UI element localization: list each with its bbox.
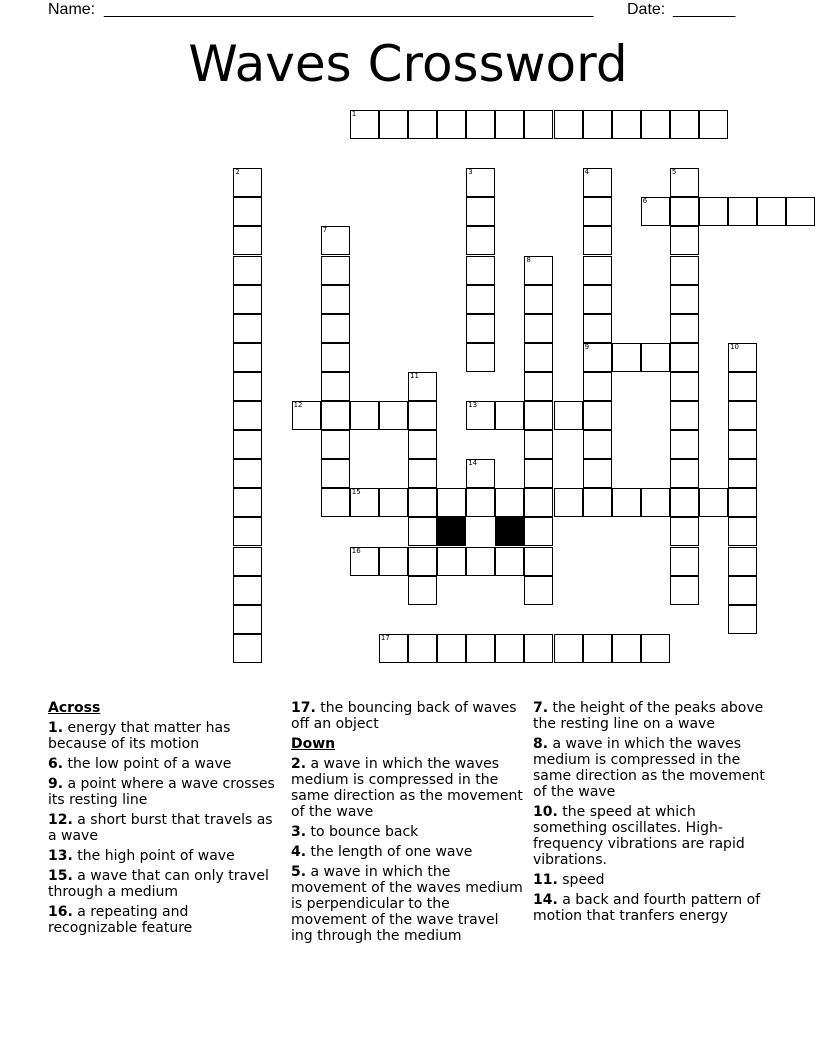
clue-number: 1 — [351, 110, 357, 118]
grid-cell[interactable] — [524, 488, 553, 517]
grid-cell[interactable] — [466, 226, 495, 255]
clue-item — [291, 844, 523, 860]
clue-number: 2 — [235, 168, 240, 177]
grid-cell[interactable] — [670, 226, 699, 255]
grid-cell[interactable] — [233, 430, 262, 459]
clue-item-text: the length of one wave — [310, 844, 473, 860]
grid-cell[interactable] — [554, 110, 583, 139]
grid-cell[interactable] — [641, 488, 670, 517]
grid-cell[interactable] — [350, 488, 379, 517]
grid-cell[interactable] — [554, 401, 583, 430]
clue-number: 8 — [526, 255, 531, 264]
grid-cell[interactable] — [495, 488, 524, 517]
clue-item-number: 17. — [291, 700, 316, 716]
clue-item-number: 3. — [291, 824, 307, 840]
grid-cell[interactable] — [670, 459, 699, 488]
grid-cell[interactable] — [233, 634, 262, 663]
section-heading: Down — [291, 736, 336, 752]
grid-cell[interactable] — [612, 110, 641, 139]
grid-cell[interactable] — [379, 634, 408, 663]
clue-item-text: a short burst that travels as a wave — [48, 812, 273, 844]
grid-cell[interactable] — [670, 285, 699, 314]
grid-cell[interactable] — [466, 110, 495, 139]
grid-cell[interactable] — [583, 226, 612, 255]
grid-cell[interactable] — [670, 488, 699, 517]
grid-cell[interactable] — [466, 547, 495, 576]
grid-cell[interactable] — [233, 226, 262, 255]
clue-item-text: a point where a wave crosses its resting line — [48, 776, 275, 808]
clue-column-2 — [291, 700, 523, 948]
grid-cell[interactable] — [670, 197, 699, 226]
grid-cell[interactable] — [321, 459, 350, 488]
grid-cell[interactable] — [466, 343, 495, 372]
grid-cell[interactable] — [670, 110, 699, 139]
clue-item — [48, 904, 276, 936]
clue-number: 9 — [584, 342, 590, 351]
clue-number: 6 — [642, 197, 648, 206]
section-heading: Across — [48, 700, 101, 716]
grid-cell[interactable] — [786, 197, 815, 226]
grid-cell[interactable] — [583, 197, 612, 226]
grid-cell[interactable] — [408, 488, 437, 517]
clue-item-text: speed — [562, 872, 605, 888]
grid-cell[interactable] — [641, 197, 670, 226]
clue-item-number: 15. — [48, 868, 73, 884]
grid-cell[interactable] — [670, 401, 699, 430]
grid-cell[interactable] — [321, 372, 350, 401]
grid-cell[interactable] — [466, 285, 495, 314]
clue-item-number: 5. — [291, 864, 307, 880]
black-cell — [437, 517, 466, 546]
clue-item-text: a wave in which the waves medium is compressed in the same direction as the movement of the wave — [291, 756, 523, 820]
clue-column-1 — [48, 700, 276, 940]
clue-number: 15 — [351, 488, 361, 497]
clue-item-number: 10. — [533, 804, 558, 820]
grid-cell[interactable] — [466, 197, 495, 226]
grid-cell[interactable] — [233, 285, 262, 314]
grid-cell[interactable] — [408, 430, 437, 459]
grid-cell[interactable] — [524, 285, 553, 314]
grid-cell[interactable] — [728, 401, 757, 430]
clue-item — [291, 824, 523, 840]
grid-cell[interactable] — [233, 343, 262, 372]
clue-item-number: 6. — [48, 756, 64, 772]
clue-item — [533, 872, 768, 888]
grid-cell[interactable] — [233, 256, 262, 285]
clue-item-text: a repeating and recognizable feature — [48, 904, 193, 936]
grid-cell[interactable] — [670, 430, 699, 459]
clue-item — [48, 720, 276, 752]
grid-cell[interactable] — [321, 256, 350, 285]
clue-item-text: a wave in which the movement of the waves medium is perpendicular to the movement of the wave travel ing through the medium — [291, 864, 523, 944]
grid-cell[interactable] — [699, 197, 728, 226]
grid-cell[interactable] — [321, 285, 350, 314]
clue-item-text: energy that matter has because of its motion — [48, 720, 231, 752]
grid-cell[interactable] — [524, 547, 553, 576]
grid-cell[interactable] — [524, 401, 553, 430]
grid-cell[interactable] — [670, 343, 699, 372]
clue-number: 4 — [584, 168, 590, 177]
grid-cell[interactable] — [524, 372, 553, 401]
clue-item-number: 13. — [48, 848, 73, 864]
grid-cell[interactable] — [408, 576, 437, 605]
clue-number: 11 — [410, 371, 419, 380]
grid-cell[interactable] — [233, 547, 262, 576]
grid-cell[interactable] — [408, 634, 437, 663]
grid-cell[interactable] — [524, 517, 553, 546]
clue-item-text: a wave that can only travel through a medium — [48, 868, 269, 900]
grid-cell[interactable] — [321, 401, 350, 430]
grid-cell[interactable] — [641, 110, 670, 139]
grid-cell[interactable] — [495, 110, 524, 139]
grid-cell[interactable] — [524, 256, 553, 285]
clue-item-text: to bounce back — [310, 824, 419, 840]
grid-cell[interactable] — [583, 343, 612, 372]
grid-cell[interactable] — [524, 314, 553, 343]
name-label: Name: — [48, 1, 96, 18]
grid-cell[interactable] — [350, 110, 379, 139]
clue-item-text: the bouncing back of waves off an object — [291, 700, 517, 732]
grid-cell[interactable] — [321, 343, 350, 372]
grid-cell[interactable] — [466, 459, 495, 488]
clue-item-number: 9. — [48, 776, 64, 792]
grid-cell[interactable] — [670, 256, 699, 285]
clue-item-number: 1. — [48, 720, 64, 736]
clue-item-number: 2. — [291, 756, 307, 772]
grid-cell[interactable] — [233, 197, 262, 226]
clue-number: 14 — [468, 459, 478, 468]
clue-item-number: 14. — [533, 892, 558, 908]
clue-item — [48, 868, 276, 900]
grid-cell[interactable] — [524, 430, 553, 459]
clue-column-3 — [533, 700, 768, 928]
grid-cell[interactable] — [583, 430, 612, 459]
clue-item-text: the speed at which something oscillates. High-frequency vibrations are rapid vibrations. — [533, 804, 745, 868]
grid-cell[interactable] — [728, 605, 757, 634]
grid-cell[interactable] — [408, 459, 437, 488]
grid-cell[interactable] — [524, 343, 553, 372]
grid-cell[interactable] — [728, 517, 757, 546]
grid-cell[interactable] — [583, 110, 612, 139]
grid-cell[interactable] — [379, 401, 408, 430]
clue-item — [291, 700, 523, 732]
grid-cell[interactable] — [321, 488, 350, 517]
grid-cell[interactable] — [437, 634, 466, 663]
grid-cell[interactable] — [583, 256, 612, 285]
page-title: Waves Crossword — [188, 35, 628, 93]
grid-cell[interactable] — [350, 547, 379, 576]
grid-cell[interactable] — [728, 430, 757, 459]
clue-number: 5 — [671, 168, 677, 177]
clue-item-text: a wave in which the waves medium is compressed in the same direction as the movement of the wave — [533, 736, 765, 800]
date-label: Date: — [627, 1, 666, 18]
grid-cell[interactable] — [641, 343, 670, 372]
grid-cell[interactable] — [728, 488, 757, 517]
grid-cell[interactable] — [495, 401, 524, 430]
black-cell — [495, 517, 524, 546]
grid-cell[interactable] — [350, 401, 379, 430]
grid-cell[interactable] — [437, 488, 466, 517]
clue-item — [533, 804, 768, 868]
grid-cell[interactable] — [757, 197, 786, 226]
clue-item — [533, 892, 768, 924]
grid-cell[interactable] — [641, 634, 670, 663]
grid-cell[interactable] — [408, 401, 437, 430]
grid-cell[interactable] — [583, 488, 612, 517]
clue-item-number: 16. — [48, 904, 73, 920]
grid-cell[interactable] — [583, 314, 612, 343]
grid-cell[interactable] — [728, 197, 757, 226]
clue-item-text: the height of the peaks above the resting line on a wave — [533, 700, 764, 732]
grid-cell[interactable] — [379, 488, 408, 517]
grid-cell[interactable] — [670, 168, 699, 197]
clue-item-number: 12. — [48, 812, 73, 828]
grid-cell[interactable] — [670, 547, 699, 576]
clue-item — [48, 776, 276, 808]
name-line[interactable]: _______________________________________________________ — [104, 1, 594, 18]
clue-item — [533, 700, 768, 732]
grid-cell[interactable] — [495, 634, 524, 663]
grid-cell[interactable] — [495, 547, 524, 576]
clue-number: 16 — [351, 546, 361, 555]
grid-cell[interactable] — [233, 401, 262, 430]
grid-cell[interactable] — [233, 314, 262, 343]
grid-cell[interactable] — [466, 168, 495, 197]
grid-cell[interactable] — [554, 634, 583, 663]
clue-number: 3 — [468, 168, 473, 177]
clue-item-number: 11. — [533, 872, 558, 888]
grid-cell[interactable] — [233, 605, 262, 634]
grid-cell[interactable] — [233, 517, 262, 546]
grid-cell[interactable] — [379, 110, 408, 139]
grid-cell[interactable] — [524, 110, 553, 139]
grid-cell[interactable] — [612, 488, 641, 517]
grid-cell[interactable] — [437, 547, 466, 576]
grid-cell[interactable] — [728, 459, 757, 488]
grid-cell[interactable] — [466, 256, 495, 285]
clue-item-text: the low point of a wave — [67, 756, 232, 772]
clue-item — [48, 812, 276, 844]
grid-cell[interactable] — [408, 547, 437, 576]
date-line[interactable]: _______ — [673, 1, 736, 18]
clue-number: 13 — [468, 401, 478, 409]
clue-item-text: a back and fourth pattern of motion that tranfers energy — [533, 892, 761, 924]
grid-cell[interactable] — [583, 285, 612, 314]
clue-number: 17 — [380, 633, 390, 642]
clue-item — [291, 756, 523, 820]
grid-cell[interactable] — [583, 459, 612, 488]
grid-cell[interactable] — [379, 547, 408, 576]
clue-item — [48, 756, 276, 772]
grid-cell[interactable] — [670, 314, 699, 343]
grid-cell[interactable] — [583, 168, 612, 197]
clue-item-number: 8. — [533, 736, 549, 752]
grid-cell[interactable] — [408, 110, 437, 139]
grid-cell[interactable] — [233, 576, 262, 605]
grid-cell[interactable] — [524, 576, 553, 605]
grid-cell[interactable] — [524, 634, 553, 663]
grid-cell[interactable] — [670, 517, 699, 546]
grid-cell[interactable] — [583, 634, 612, 663]
grid-cell[interactable] — [466, 488, 495, 517]
grid-cell[interactable] — [583, 372, 612, 401]
grid-cell[interactable] — [612, 634, 641, 663]
grid-cell[interactable] — [699, 110, 728, 139]
grid-cell[interactable] — [670, 576, 699, 605]
grid-cell[interactable] — [554, 488, 583, 517]
grid-cell[interactable] — [466, 314, 495, 343]
clue-item-number: 4. — [291, 844, 307, 860]
grid-cell[interactable] — [466, 634, 495, 663]
grid-cell[interactable] — [321, 314, 350, 343]
grid-cell[interactable] — [408, 372, 437, 401]
clue-item — [291, 864, 523, 944]
grid-cell[interactable] — [728, 372, 757, 401]
clue-item-text: the high point of wave — [77, 848, 235, 864]
grid-cell[interactable] — [466, 401, 495, 430]
clue-number: 10 — [730, 342, 740, 351]
clue-number: 12 — [293, 401, 303, 409]
grid-cell[interactable] — [728, 576, 757, 605]
grid-cell[interactable] — [583, 401, 612, 430]
clue-item — [48, 848, 276, 864]
grid-cell[interactable] — [612, 343, 641, 372]
grid-cell[interactable] — [233, 372, 262, 401]
grid-cell[interactable] — [728, 547, 757, 576]
grid-cell[interactable] — [699, 488, 728, 517]
grid-cell[interactable] — [321, 430, 350, 459]
grid-cell[interactable] — [408, 517, 437, 546]
grid-cell[interactable] — [233, 459, 262, 488]
clue-item — [533, 736, 768, 800]
grid-cell[interactable] — [233, 488, 262, 517]
grid-cell[interactable] — [524, 459, 553, 488]
clue-item-number: 7. — [533, 700, 549, 716]
grid-cell[interactable] — [321, 226, 350, 255]
clue-number: 7 — [322, 226, 328, 235]
grid-cell[interactable] — [292, 401, 321, 430]
grid-cell[interactable] — [670, 372, 699, 401]
grid-cell[interactable] — [233, 168, 262, 197]
grid-cell[interactable] — [728, 343, 757, 372]
grid-cell[interactable] — [437, 110, 466, 139]
